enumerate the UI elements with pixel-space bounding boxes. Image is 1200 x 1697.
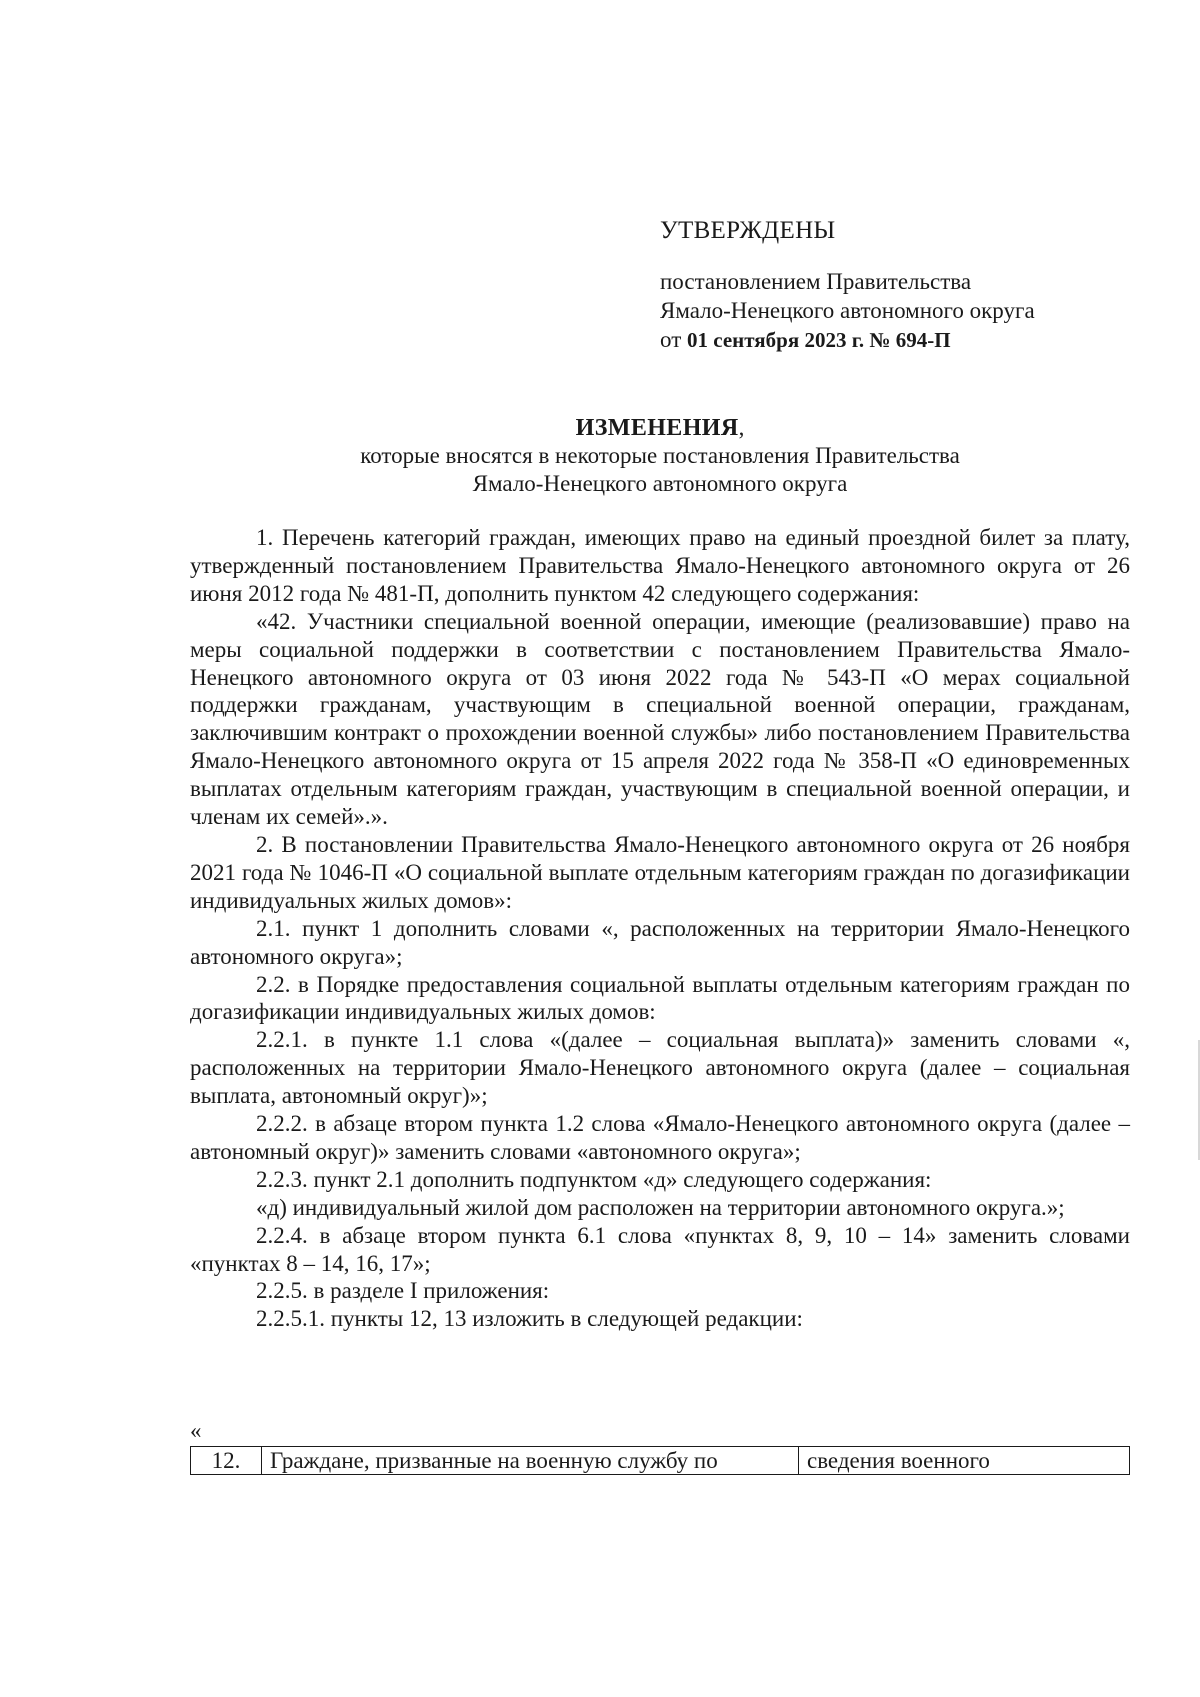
document-title-main: ИЗМЕНЕНИЯ <box>575 415 739 441</box>
approval-date-value: 01 сентября 2023 г. № 694-П <box>687 328 951 352</box>
document-title-comma: , <box>738 415 745 440</box>
paragraph-d-quote: «д) индивидуальный жилой дом расположен на территории автономного округа.»; <box>256 1194 1065 1220</box>
paragraph-2-2-5: 2.2.5. в разделе I приложения: <box>256 1278 550 1304</box>
paragraph-2: 2. В постановлении Правительства Ямало-Ненецкого автономного округа от 26 ноября 2021 года № 1046-П «О социальной выплате отдельным категориям граждан по догазификации индивидуальных жилых домов»: <box>190 831 1130 913</box>
approval-date-prefix: от <box>660 327 682 352</box>
approval-stamp <box>660 216 1130 355</box>
paragraph-2-2: 2.2. в Порядке предоставления социальной выплаты отдельным категориям граждан по догазификации индивидуальных жилых домов: <box>190 971 1130 1025</box>
table-cell-documents: сведения военного <box>799 1447 1130 1475</box>
paragraph-2-2-5-1: 2.2.5.1. пункты 12, 13 изложить в следующей редакции: <box>256 1306 803 1332</box>
paragraph-2-2-4: 2.2.4. в абзаце втором пункта 6.1 слова «пунктах 8, 9, 10 – 14» заменить словами «пунктах 8 – 14, 16, 17»; <box>190 1222 1130 1276</box>
document-title-block <box>190 414 1130 498</box>
document-body <box>190 524 1130 1333</box>
table-cell-number: 12. <box>191 1447 262 1475</box>
approval-heading: УТВЕРЖДЕНЫ <box>660 217 836 244</box>
table-cell-category: Граждане, призванные на военную службу по <box>262 1447 799 1475</box>
paragraph-1: 1. Перечень категорий граждан, имеющих право на единый проездной билет за плату, утвержденный постановлением Правительства Ямало-Ненецкого автономного округа от 26 июня 2012 года № 481-П, дополнить пунктом 42 следующего содержания: <box>190 525 1130 606</box>
document-subtitle-2: Ямало-Ненецкого автономного округа <box>472 471 848 496</box>
document-subtitle-1: которые вносятся в некоторые постановления Правительства <box>360 443 960 468</box>
paragraph-2-2-3: 2.2.3. пункт 2.1 дополнить подпунктом «д» следующего содержания: <box>256 1166 932 1192</box>
document-title <box>190 414 1130 442</box>
paragraph-2-1: 2.1. пункт 1 дополнить словами «, расположенных на территории Ямало-Ненецкого автономного округа»; <box>190 915 1130 969</box>
table-opening-quote: « <box>190 1418 202 1443</box>
paragraph-42-quote: «42. Участники специальной военной операции, имеющие (реализовавшие) право на меры социальной поддержки в соответствии с постановлением Правительства Ямало-Ненецкого автономного округа от 03 июня 2022 года № 543-П «О мерах социальной поддержки гражданам, участвующим в специальной военной операции, гражданам, заключившим контракт о прохождении военной службы» либо постановлением Правительства Ямало-Ненецкого автономного округа от 15 апреля 2022 года № 358-П «О единовременных выплатах отдельным категориям граждан, участвующим в специальной военной операции, и членам их семей».». <box>190 608 1130 830</box>
paragraph-2-2-2: 2.2.2. в абзаце втором пункта 1.2 слова «Ямало-Ненецкого автономного округа (далее – автономный округ)» заменить словами «автономного округа»; <box>190 1111 1130 1164</box>
approval-line-1: постановлением Правительства <box>660 269 972 294</box>
table-row <box>191 1447 1130 1475</box>
approval-date <box>660 325 1130 355</box>
approval-line-2: Ямало-Ненецкого автономного округа <box>660 298 1035 323</box>
paragraph-2-2-1: 2.2.1. в пункте 1.1 слова «(далее – социальная выплата)» заменить словами «, расположенных на территории Ямало-Ненецкого автономного округа (далее – социальная выплата, автономный округ)»; <box>190 1027 1130 1109</box>
amendment-table <box>190 1446 1130 1475</box>
